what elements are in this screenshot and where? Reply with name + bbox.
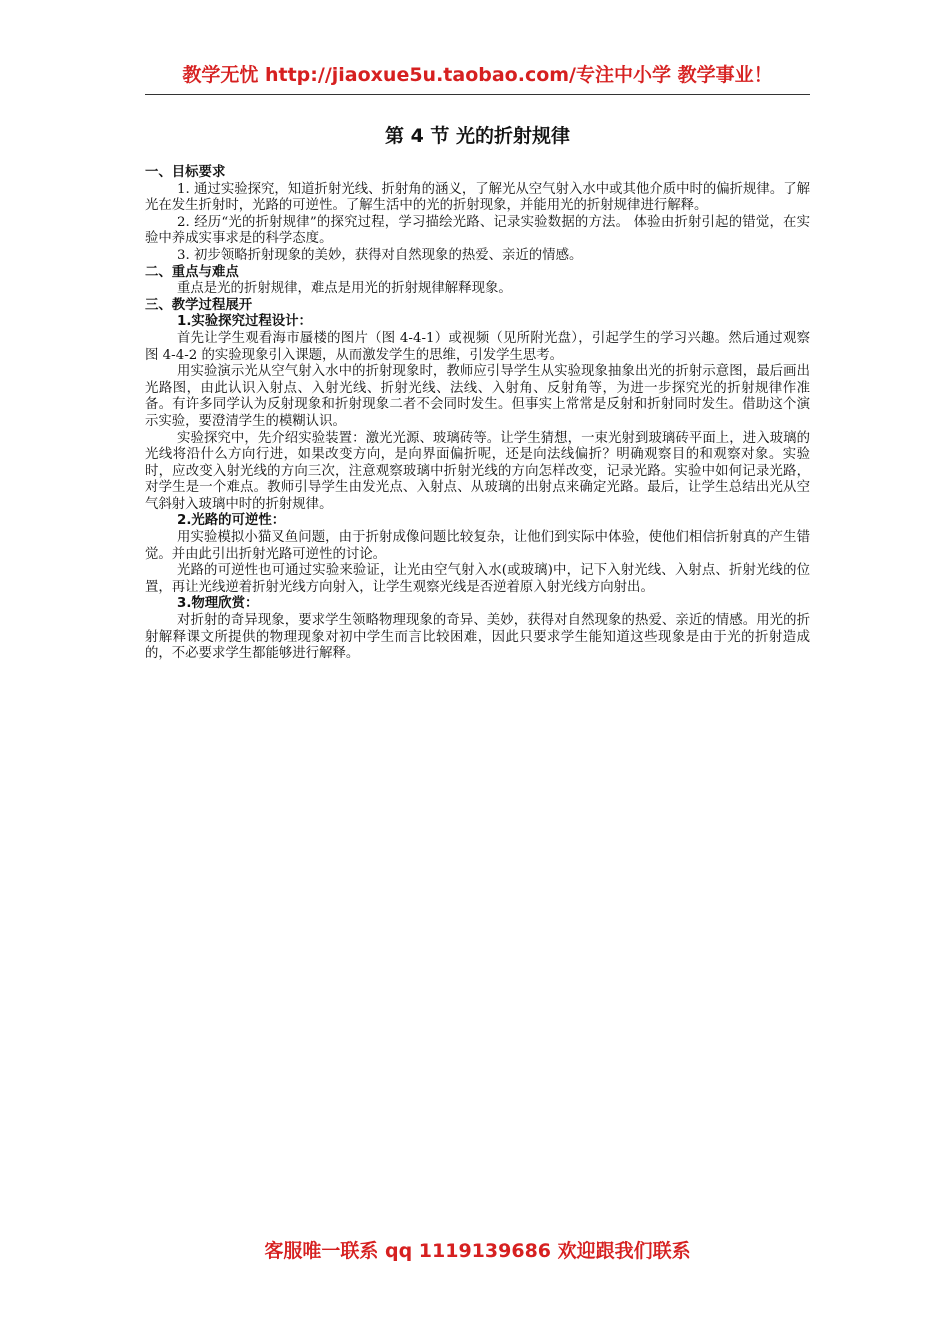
paragraph: 光路的可逆性也可通过实验来验证，让光由空气射入水(或玻璃)中，记下入射光线、入射点、折射光线的位置，再让光线逆着折射光线方向射入，让学生观察光线是否逆着原入射光线方向射出。 xyxy=(145,563,810,595)
subsection-heading: 1.实验探究过程设计： xyxy=(177,314,312,330)
paragraph: 1. 通过实验探究，知道折射光线、折射角的涵义，了解光从空气射入水中或其他介质中时的偏折规律。了解光在发生折射时，光路的可逆性。了解生活中的光的折射现象，并能用光的折射规律进行解释。 xyxy=(145,181,810,214)
paragraph: 首先让学生观看海市蜃楼的图片（图 4-4-1）或视频（见所附光盘），引起学生的学习兴趣。然后通过观察图 4-4-2 的实验现象引入课题，从而激发学生的思维，引发学生思考。 xyxy=(145,330,810,363)
document-title: 第 4 节 光的折射规律 xyxy=(384,125,571,147)
paragraph: 3. 初步领略折射现象的美妙，获得对自然现象的热爱、亲近的情感。 xyxy=(177,247,583,263)
paragraph: 对折射的奇异现象，要求学生领略物理现象的奇异、美妙，获得对自然现象的热爱、亲近的情感。用光的折射解释课文所提供的物理现象对初中学生而言比较困难，因此只要求学生能知道这些现象是由于光的折射造成的，不必要求学生都能够进行解释。 xyxy=(145,613,810,662)
section-teaching-process xyxy=(145,298,810,663)
page-footer-contact: 客服唯一联系 qq 1119139686 欢迎跟我们联系 xyxy=(264,1240,691,1262)
paragraph: 用实验演示光从空气射入水中的折射现象时，教师应引导学生从实验现象抽象出光的折射示意图，最后画出光路图，由此认识入射点、入射光线、折射光线、法线、入射角、反射角等，为进一步探究光的折射规律作准备。有许多同学认为反射现象和折射现象二者不会同时发生。但事实上常常是反射和折射同时发生。借助这个演示实验，要澄清学生的模糊认识。 xyxy=(145,364,810,429)
paragraph: 用实验模拟小猫叉鱼问题，由于折射成像问题比较复杂，让他们到实际中体验，使他们相信折射真的产生错觉。并由此引出折射光路可逆性的讨论。 xyxy=(145,530,810,562)
header-divider xyxy=(145,94,810,95)
paragraph: 重点是光的折射规律，难点是用光的折射规律解释现象。 xyxy=(177,281,512,297)
subsection-heading: 3.物理欣赏： xyxy=(177,596,259,612)
section-heading: 三、教学过程展开 xyxy=(145,297,253,313)
page-header-banner: 教学无忧 http://jiaoxue5u.taobao.com/专注中小学 教学事业！ xyxy=(182,64,773,86)
document-body xyxy=(145,165,810,663)
paragraph: 2. 经历“光的折射规律”的探究过程，学习描绘光路、记录实验数据的方法。 体验由折射引起的错觉，在实验中养成实事求是的科学态度。 xyxy=(145,214,810,247)
section-key-points xyxy=(145,265,810,298)
subsection-heading: 2.光路的可逆性： xyxy=(177,513,286,529)
section-heading: 二、重点与难点 xyxy=(145,264,239,280)
section-heading: 一、目标要求 xyxy=(145,165,226,180)
paragraph: 实验探究中，先介绍实验装置：激光光源、玻璃砖等。让学生猜想，一束光射到玻璃砖平面上，进入玻璃的光线将沿什么方向行进，如果改变方向，是向界面偏折呢，还是向法线偏折？明确观察目的和观察对象。实验时，应改变入射光线的方向三次，注意观察玻璃中折射光线的方向怎样改变，记录光路。实验中如何记录光路，对学生是一个难点。教师引导学生由发光点、入射点、从玻璃的出射点来确定光路。最后，让学生总结出光从空气斜射入玻璃中时的折射规律。 xyxy=(145,430,810,512)
section-goals xyxy=(145,165,810,265)
